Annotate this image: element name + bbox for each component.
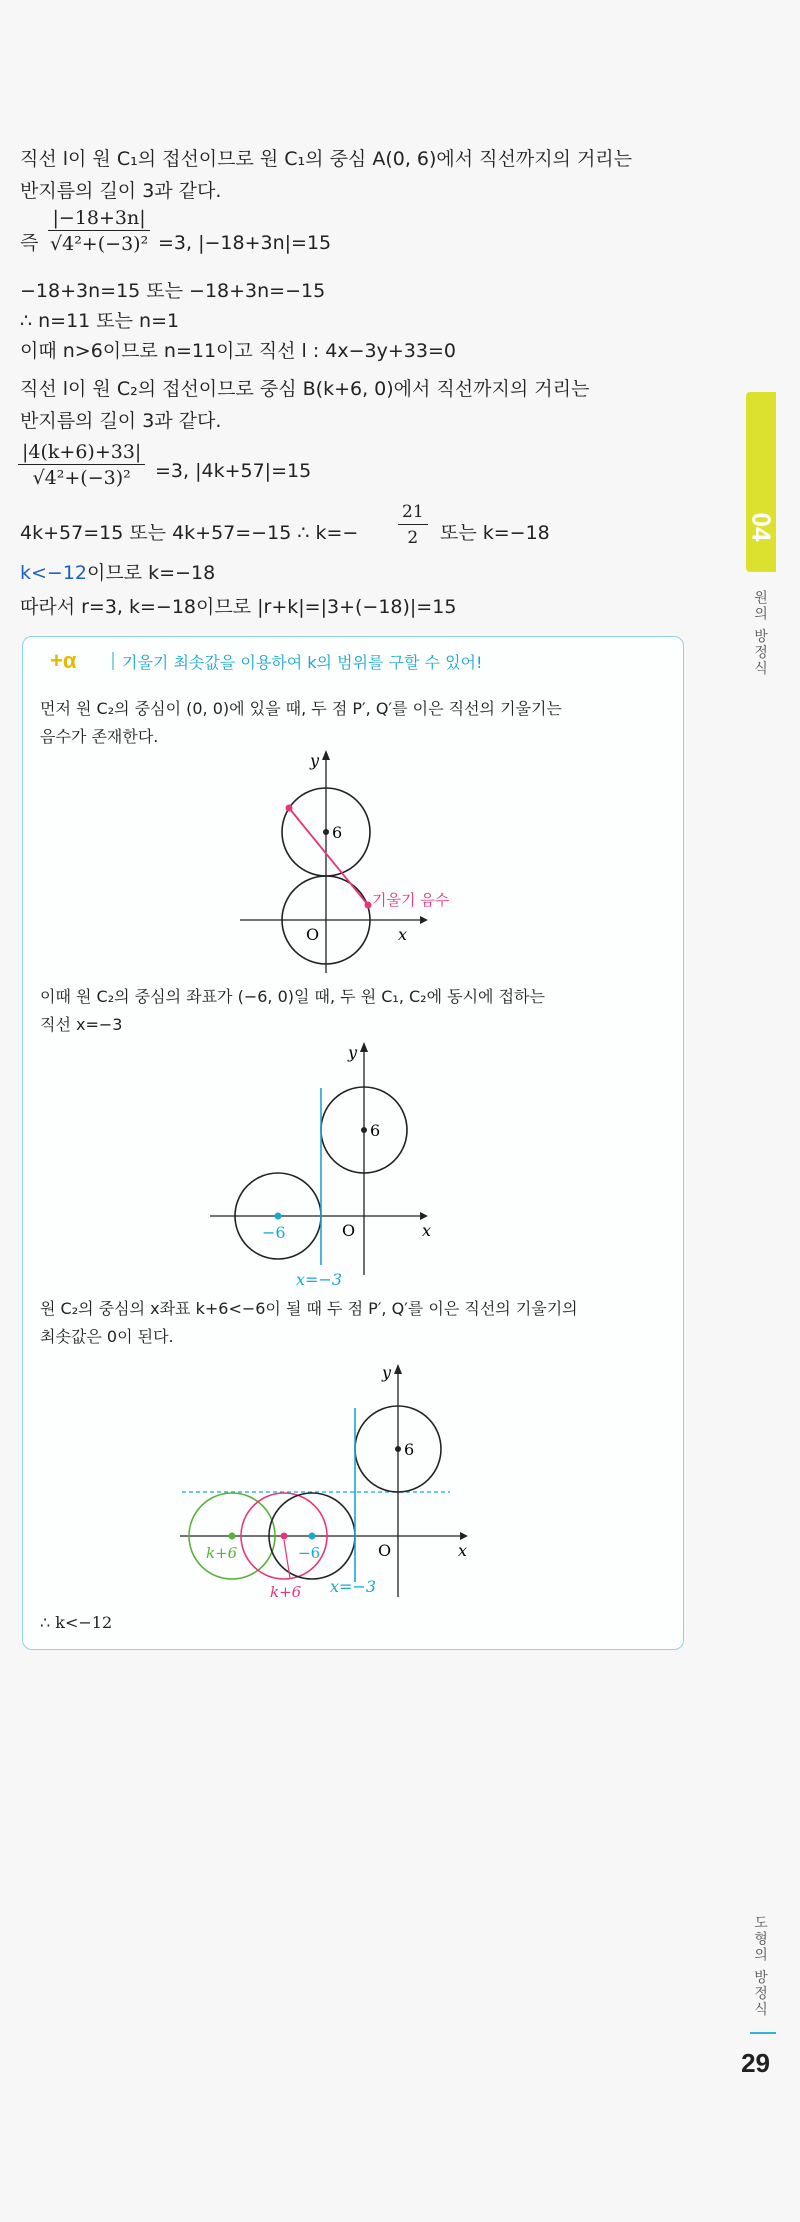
page-number-rule: [750, 2032, 776, 2034]
box-paragraph-3a: 원 C₂의 중심의 x좌표 k+6<−6이 될 때 두 점 P′, Q′를 이은 직선의 기울기의: [40, 1299, 578, 1318]
plus-alpha-badge: +α: [50, 648, 77, 673]
fig1-label-x: x: [398, 925, 408, 944]
text-line-7: 직선 l이 원 C₂의 접선이므로 중심 B(k+6, 0)에서 직선까지의 거리는: [20, 378, 590, 400]
text-line-1: 직선 l이 원 C₁의 접선이므로 원 C₁의 중심 A(0, 6)에서 직선까지의 거리는: [20, 148, 633, 170]
fig2-label-6: 6: [370, 1121, 381, 1140]
fig1-label-y: y: [310, 751, 320, 770]
fig1-slope-note: 기울기 음수: [372, 891, 450, 909]
text-line-2: 반지름의 길이 3과 같다.: [20, 180, 222, 202]
chapter-side-label: 원의 방정식: [752, 590, 768, 677]
fraction-2-denominator: √4²+(−3)²: [32, 467, 131, 489]
text-line-12: 따라서 r=3, k=−18이므로 |r+k|=|3+(−18)|=15: [20, 596, 457, 618]
tip-box-title: 기울기 최솟값을 이용하여 k의 범위를 구할 수 있어!: [122, 653, 483, 672]
fig2-label-o: O: [342, 1221, 356, 1240]
text-line-11: [20, 560, 215, 586]
fig1-tangent-line: [289, 808, 368, 905]
chapter-tab-number: 04: [746, 512, 777, 542]
text-line-11-rest: 이므로 k=−18: [87, 562, 216, 584]
box-conclusion: ∴ k<−12: [40, 1613, 113, 1632]
fig2-x-arrow: [420, 1212, 428, 1220]
fig2-y-arrow: [360, 1042, 368, 1052]
fig1-center-dot: [323, 829, 329, 835]
fig2-label-y: y: [348, 1043, 358, 1062]
text-line-5: ∴ n=11 또는 n=1: [20, 310, 180, 332]
k-condition-highlight: k<−12: [20, 562, 88, 584]
text-line-9-suffix: =3, |4k+57|=15: [155, 460, 312, 482]
fig3-x-arrow: [460, 1532, 468, 1540]
box-paragraph-2a: 이때 원 C₂의 중심의 좌표가 (−6, 0)일 때, 두 원 C₁, C₂에 동시에 접하는: [40, 987, 545, 1006]
fraction-2: [18, 440, 145, 491]
fig3-label-6: 6: [404, 1440, 415, 1459]
fig1-label-6: 6: [332, 823, 343, 842]
fig3-label-k6-pink: k+6: [270, 1583, 302, 1601]
fig3-center-c1: [395, 1446, 401, 1452]
figure-1: [180, 748, 500, 978]
fraction-1-denominator: √4²+(−3)²: [50, 233, 149, 255]
box-paragraph-1a: 먼저 원 C₂의 중심이 (0, 0)에 있을 때, 두 점 P′, Q′를 이은 직선의 기울기는: [40, 699, 562, 718]
fig3-label-y: y: [382, 1363, 392, 1382]
fig1-point-q: [365, 902, 372, 909]
fig3-label-x: x: [458, 1541, 468, 1560]
fig3-label-k6-green: k+6: [206, 1544, 238, 1562]
fig1-label-o: O: [306, 925, 320, 944]
fig3-center-blue: [309, 1533, 316, 1540]
fig2-label-x: x: [422, 1221, 432, 1240]
fig1-point-p: [286, 805, 293, 812]
fraction-1-numerator: |−18+3n|: [48, 206, 150, 231]
fig3-pointer: [284, 1540, 290, 1578]
text-line-4: −18+3n=15 또는 −18+3n=−15: [20, 280, 326, 302]
tip-box-header: [22, 640, 682, 680]
text-line-6: 이때 n>6이므로 n=11이고 직선 l : 4x−3y+33=0: [20, 340, 456, 362]
fig2-center-c2: [275, 1213, 282, 1220]
fraction-1: [48, 206, 150, 257]
chapter-tab: [746, 392, 776, 572]
header-separator: [112, 652, 114, 670]
text-line-10b: 또는 k=−18: [440, 522, 550, 544]
page-number: 29: [741, 2048, 770, 2078]
fraction-3-numerator: 21: [398, 500, 428, 525]
text-line-3-prefix: 즉: [20, 232, 39, 254]
fig3-center-pink: [281, 1533, 288, 1540]
fig2-center-c1: [361, 1127, 367, 1133]
fraction-2-numerator: |4(k+6)+33|: [18, 440, 145, 465]
box-paragraph-2b: 직선 x=−3: [40, 1015, 123, 1034]
fig1-x-arrow: [420, 916, 428, 924]
fig1-y-arrow: [322, 750, 330, 760]
box-paragraph-3b: 최솟값은 0이 된다.: [40, 1327, 174, 1346]
figure-2: [200, 1040, 460, 1290]
fig3-y-arrow: [394, 1364, 402, 1374]
fig2-label-neg6: −6: [262, 1223, 286, 1242]
fig3-label-line: x=−3: [330, 1577, 377, 1596]
fig2-label-line: x=−3: [296, 1270, 343, 1289]
fig3-label-o: O: [378, 1541, 392, 1560]
section-side-label: 도형의 방정식: [752, 1915, 768, 2018]
fraction-3-denominator: 2: [407, 528, 419, 548]
fraction-3: [398, 500, 428, 551]
figure-3: [160, 1352, 500, 1622]
text-line-3-suffix: =3, |−18+3n|=15: [158, 232, 332, 254]
text-line-10a: 4k+57=15 또는 4k+57=−15 ∴ k=−: [20, 522, 359, 544]
fig3-label-neg6: −6: [298, 1544, 321, 1562]
fig3-center-green: [229, 1533, 236, 1540]
text-line-8: 반지름의 길이 3과 같다.: [20, 410, 222, 432]
box-paragraph-1b: 음수가 존재한다.: [40, 727, 159, 746]
